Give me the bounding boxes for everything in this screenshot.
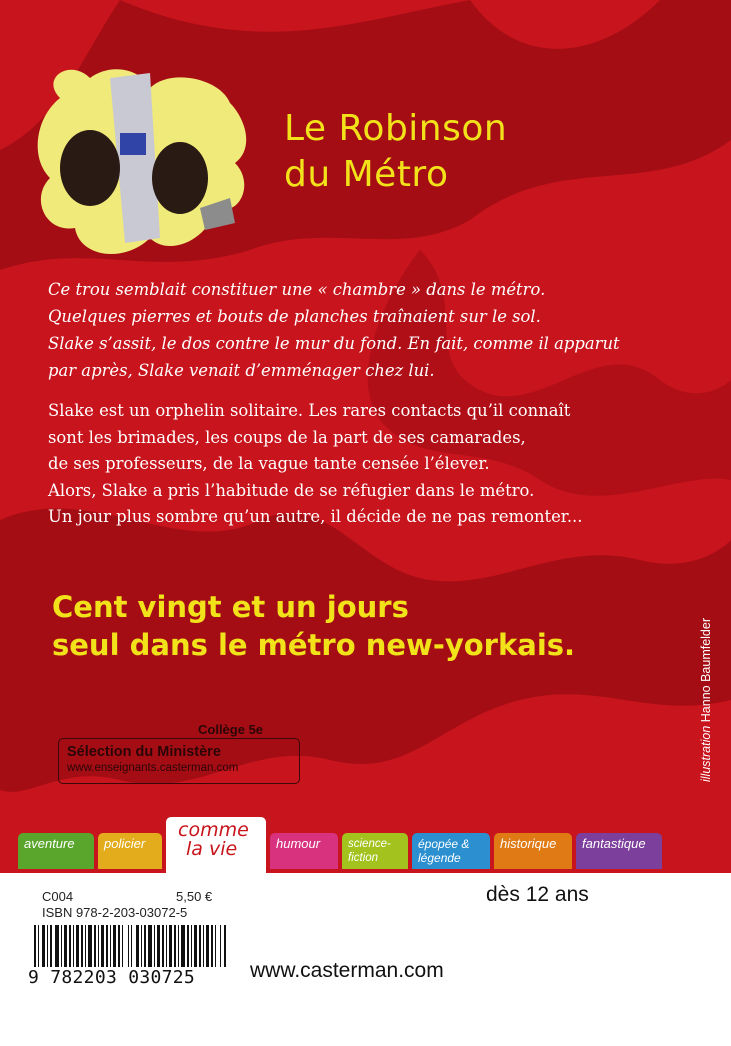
collection-tab-humour: humour xyxy=(270,833,338,869)
collection-tab-aventure: aventure xyxy=(18,833,94,869)
isbn: ISBN 978-2-203-03072-5 xyxy=(42,905,188,920)
product-code: C004 xyxy=(42,889,74,904)
summary-paragraph: Slake est un orphelin solitaire. Les rares contacts qu’il connaît sont les brimades, les coups de la part de ses camarades, de ses professeurs, de la vague tante censée l’élever. Alors, Slake a pris l’habitude de se réfugier dans le métro. Un jour plus sombre qu’un autre, il décide de ne pas remonter... xyxy=(48,401,583,526)
badge-url: www.enseignants.casterman.com xyxy=(67,762,239,774)
cover-illustration xyxy=(30,58,260,263)
book-title: Le Robinson du Métro xyxy=(284,108,508,195)
excerpt-paragraph: Ce trou semblait constituer une « chambre » dans le métro. Quelques pierres et bouts de planches traînaient sur le sol. Slake s’assit, le dos contre le mur du fond. En fait, comme il apparut par après, Slake venait d’emménager chez lui. xyxy=(48,280,620,380)
collection-tab-comme-la-vie: comme la vie xyxy=(166,817,266,873)
collection-tab-historique: historique xyxy=(494,833,572,869)
age-rating: dès 12 ans xyxy=(486,883,589,906)
school-level-label: Collège 5e xyxy=(198,722,264,737)
collection-tab-policier: policier xyxy=(98,833,162,869)
collection-tab-fantastique: fantastique xyxy=(576,833,662,869)
badge-title: Sélection du Ministère xyxy=(67,744,221,760)
ministry-selection-badge xyxy=(58,738,300,784)
tagline: Cent vingt et un jours seul dans le métro new-yorkais. xyxy=(52,590,576,662)
price: 5,50 € xyxy=(176,889,213,904)
illustration-credit: illustration Hanno Baumfelder xyxy=(699,618,713,782)
publisher-footer xyxy=(0,873,731,1046)
collection-tab-epopee-legende: épopée & légende xyxy=(412,833,490,869)
publisher-website: www.casterman.com xyxy=(250,959,444,982)
collection-tab-science-fiction: science-fiction xyxy=(342,833,408,869)
barcode-digits: 9 782203 030725 xyxy=(28,967,238,988)
